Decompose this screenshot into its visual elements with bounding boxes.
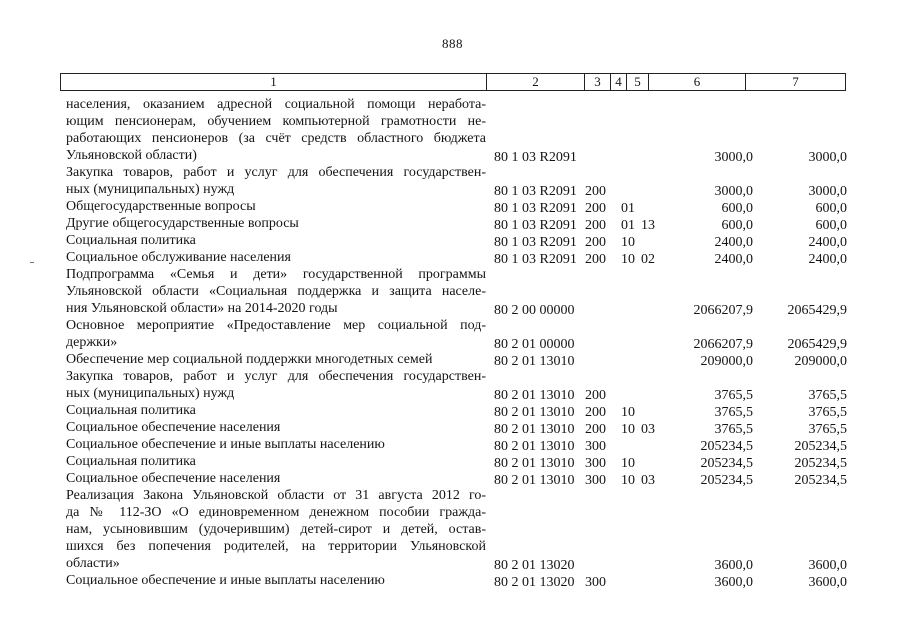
row-description — [66, 96, 486, 164]
row-value-col7: 205234,5 — [794, 439, 847, 454]
row-code: 80 2 01 13010 — [494, 354, 575, 369]
table-row — [0, 164, 905, 198]
row-section: 10 — [621, 456, 635, 471]
row-code: 80 2 01 13020 — [494, 575, 575, 590]
row-value-col6: 205234,5 — [700, 439, 753, 454]
row-description — [66, 436, 486, 453]
row-code: 80 2 01 13010 — [494, 456, 575, 471]
row-value-col7: 3765,5 — [808, 405, 847, 420]
description-line: ных (муниципальных) нужд — [66, 386, 235, 401]
row-description — [66, 266, 486, 317]
row-expense-type: 200 — [585, 388, 606, 403]
row-code: 80 2 01 13010 — [494, 473, 575, 488]
row-expense-type: 200 — [585, 422, 606, 437]
row-expense-type: 200 — [585, 405, 606, 420]
row-value-col6: 600,0 — [721, 218, 753, 233]
row-description — [66, 351, 486, 368]
table-row — [0, 96, 905, 164]
row-section: 10 — [621, 235, 635, 250]
header-col-7: 7 — [746, 74, 846, 91]
row-code: 80 2 01 13010 — [494, 405, 575, 420]
description-line: Ульяновской области «Социальная поддержка и защита населе- — [66, 284, 486, 299]
row-description — [66, 249, 486, 266]
row-expense-type: 200 — [585, 218, 606, 233]
row-value-col6: 2400,0 — [714, 235, 753, 250]
row-value-col7: 205234,5 — [794, 456, 847, 471]
row-description — [66, 164, 486, 198]
row-code: 80 2 01 13010 — [494, 422, 575, 437]
header-col-4: 4 — [611, 74, 627, 91]
description-line: Социальная политика — [66, 233, 196, 248]
page-number: 888 — [442, 36, 463, 51]
table-row — [0, 572, 905, 589]
row-subsection: 03 — [641, 473, 655, 488]
description-line: ния Ульяновской области» на 2014-2020 годы — [66, 301, 338, 316]
description-line: населения, оказанием адресной социальной помощи неработа- — [66, 97, 486, 112]
row-value-col6: 205234,5 — [700, 473, 753, 488]
row-value-col6: 3765,5 — [714, 422, 753, 437]
row-value-col7: 3765,5 — [808, 388, 847, 403]
table-header — [60, 73, 846, 91]
row-code: 80 2 01 13010 — [494, 439, 575, 454]
row-value-col7: 209000,0 — [794, 354, 847, 369]
header-col-3: 3 — [585, 74, 611, 91]
row-section: 10 — [621, 473, 635, 488]
row-value-col6: 3600,0 — [714, 558, 753, 573]
row-code: 80 1 03 R2091 — [494, 235, 577, 250]
row-description — [66, 419, 486, 436]
table-row — [0, 487, 905, 572]
row-description — [66, 572, 486, 589]
row-value-col6: 3765,5 — [714, 388, 753, 403]
table-row — [0, 470, 905, 487]
row-code: 80 2 01 13020 — [494, 558, 575, 573]
row-description — [66, 232, 486, 249]
row-code: 80 1 03 R2091 — [494, 150, 577, 165]
row-value-col7: 3765,5 — [808, 422, 847, 437]
row-section: 10 — [621, 405, 635, 420]
row-value-col6: 209000,0 — [700, 354, 753, 369]
description-line: Ульяновской области) — [66, 148, 197, 163]
header-col-2: 2 — [487, 74, 585, 91]
row-code: 80 1 03 R2091 — [494, 201, 577, 216]
row-value-col7: 2400,0 — [808, 252, 847, 267]
table-row — [0, 215, 905, 232]
header-col-1: 1 — [61, 74, 487, 91]
description-line: Подпрограмма «Семья и дети» государственной программы — [66, 267, 486, 282]
row-value-col7: 3000,0 — [808, 184, 847, 199]
description-line: области» — [66, 556, 120, 571]
description-line: шихся без попечения родителей, на территории Ульяновской — [66, 539, 486, 554]
row-code: 80 1 03 R2091 — [494, 218, 577, 233]
row-code: 80 2 01 13010 — [494, 388, 575, 403]
description-line: Основное мероприятие «Предоставление мер социальной под- — [66, 318, 486, 333]
table-row — [0, 266, 905, 317]
row-value-col6: 3000,0 — [714, 184, 753, 199]
row-description — [66, 368, 486, 402]
table-row — [0, 368, 905, 402]
row-code: 80 1 03 R2091 — [494, 184, 577, 199]
row-value-col7: 2065429,9 — [787, 303, 847, 318]
row-expense-type: 300 — [585, 439, 606, 454]
row-description — [66, 453, 486, 470]
description-line: Социальная политика — [66, 403, 196, 418]
table-row — [0, 402, 905, 419]
header-col-6: 6 — [649, 74, 746, 91]
description-line: Социальное обеспечение и иные выплаты населению — [66, 437, 385, 452]
row-value-col7: 3000,0 — [808, 150, 847, 165]
row-code: 80 2 00 00000 — [494, 303, 575, 318]
description-line: Социальное обслуживание населения — [66, 250, 291, 265]
row-description — [66, 470, 486, 487]
header-col-5: 5 — [627, 74, 649, 91]
table-row — [0, 419, 905, 436]
description-line: Социальное обеспечение населения — [66, 471, 281, 486]
row-value-col6: 2400,0 — [714, 252, 753, 267]
row-subsection: 13 — [641, 218, 655, 233]
row-code: 80 2 01 00000 — [494, 337, 575, 352]
row-code: 80 1 03 R2091 — [494, 252, 577, 267]
table-row — [0, 232, 905, 249]
row-subsection: 02 — [641, 252, 655, 267]
row-value-col7: 3600,0 — [808, 558, 847, 573]
table-row — [0, 198, 905, 215]
description-line: Реализация Закона Ульяновской области от 31 августа 2012 го- — [66, 488, 486, 503]
row-value-col6: 3600,0 — [714, 575, 753, 590]
row-expense-type: 300 — [585, 456, 606, 471]
row-value-col6: 205234,5 — [700, 456, 753, 471]
row-expense-type: 200 — [585, 235, 606, 250]
row-value-col7: 2400,0 — [808, 235, 847, 250]
row-expense-type: 200 — [585, 252, 606, 267]
description-line: Социальное обеспечение населения — [66, 420, 281, 435]
row-section: 01 — [621, 201, 635, 216]
row-section: 10 — [621, 252, 635, 267]
table-row — [0, 249, 905, 266]
table-row — [0, 453, 905, 470]
row-section: 01 — [621, 218, 635, 233]
description-line: Другие общегосударственные вопросы — [66, 216, 299, 231]
description-line: Закупка товаров, работ и услуг для обеспечения государствен- — [66, 369, 486, 384]
row-description — [66, 487, 486, 572]
row-section: 10 — [621, 422, 635, 437]
description-line: Общегосударственные вопросы — [66, 199, 256, 214]
description-line: Социальная политика — [66, 454, 196, 469]
row-value-col7: 600,0 — [815, 201, 847, 216]
row-value-col7: 600,0 — [815, 218, 847, 233]
row-expense-type: 200 — [585, 184, 606, 199]
row-expense-type: 200 — [585, 201, 606, 216]
description-line: да № 112-ЗО «О единовременном денежном пособии гражда- — [66, 505, 486, 520]
row-value-col6: 600,0 — [721, 201, 753, 216]
row-value-col7: 205234,5 — [794, 473, 847, 488]
description-line: ных (муниципальных) нужд — [66, 182, 235, 197]
table-row — [0, 351, 905, 368]
description-line: Обеспечение мер социальной поддержки многодетных семей — [66, 352, 433, 367]
row-description — [66, 402, 486, 419]
description-line: Закупка товаров, работ и услуг для обеспечения государствен- — [66, 165, 486, 180]
row-description — [66, 215, 486, 232]
description-line: нам, усыновившим (удочерившим) детей-сирот и детей, остав- — [66, 522, 486, 537]
row-value-col7: 3600,0 — [808, 575, 847, 590]
row-value-col6: 3000,0 — [714, 150, 753, 165]
row-value-col6: 3765,5 — [714, 405, 753, 420]
row-description — [66, 317, 486, 351]
description-line: Социальное обеспечение и иные выплаты населению — [66, 573, 385, 588]
description-line: работающих пенсионеров (за счёт средств областного бюджета — [66, 131, 486, 146]
row-value-col6: 2066207,9 — [693, 303, 753, 318]
row-expense-type: 300 — [585, 575, 606, 590]
row-description — [66, 198, 486, 215]
row-expense-type: 300 — [585, 473, 606, 488]
table-row — [0, 317, 905, 351]
table-row — [0, 436, 905, 453]
description-line: ющим пенсионерам, обучением компьютерной грамотности не- — [66, 114, 486, 129]
row-value-col6: 2066207,9 — [693, 337, 753, 352]
row-subsection: 03 — [641, 422, 655, 437]
description-line: держки» — [66, 335, 118, 350]
row-value-col7: 2065429,9 — [787, 337, 847, 352]
